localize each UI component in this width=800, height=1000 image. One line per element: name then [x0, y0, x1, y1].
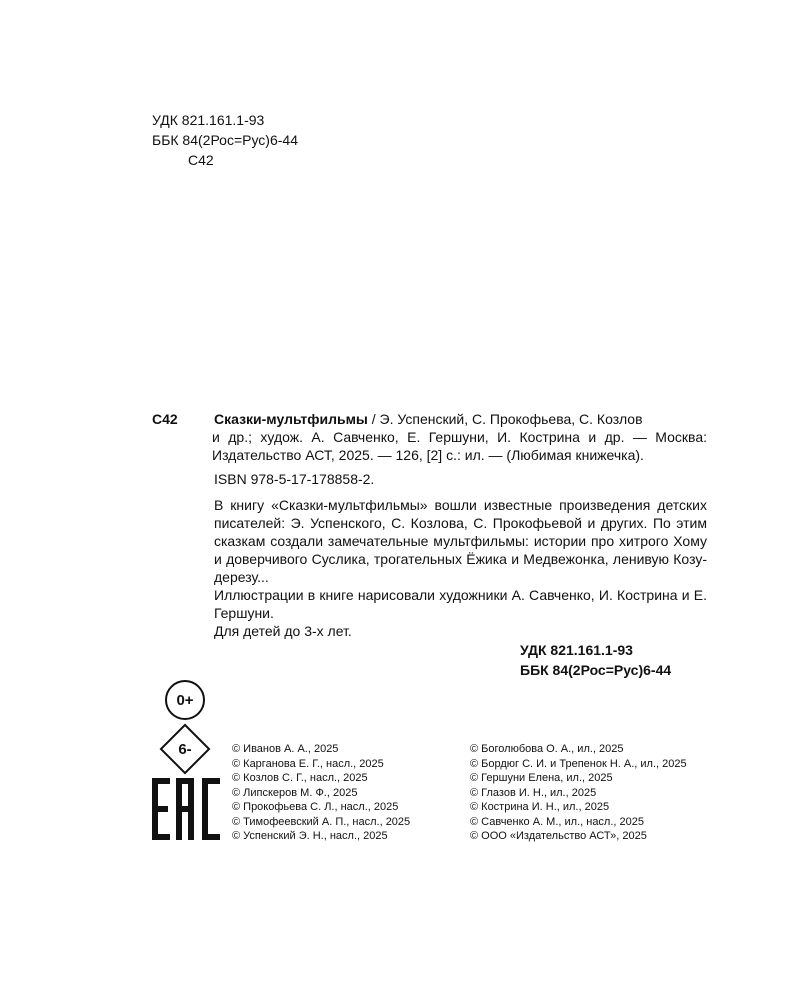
bottom-bbk-code: ББК 84(2Рос=Рус)6-44 — [520, 662, 672, 678]
responsibility-rest: и др.; худож. А. Савченко, Е. Гершуни, И. Кострина и др. — Москва: Издательство АСТ, 2025. — 126, [2] с.: ил. — (Любимая книжечка). — [212, 429, 707, 463]
catalog-card — [152, 410, 707, 640]
bbk-code: ББК 84(2Рос=Рус)6-44 — [152, 132, 298, 148]
eac-conformity-icon — [152, 778, 220, 840]
card-author-mark: С42 — [152, 411, 178, 427]
illustrations-note: Иллюстрации в книге нарисовали художники А. Савченко, И. Кострина и Е. Гершуни. — [214, 587, 707, 621]
top-classification-codes — [152, 110, 298, 170]
copyright-line: © Боголюбова О. А., ил., 2025 — [470, 743, 624, 755]
copyright-line: © Прокофьева С. Л., насл., 2025 — [232, 801, 399, 813]
copyrights-left-column — [232, 742, 410, 844]
card-body — [214, 410, 707, 640]
copyright-line: © Козлов С. Г., насл., 2025 — [232, 772, 368, 784]
copyright-line: © Иванов А. А., 2025 — [232, 743, 339, 755]
isbn: ISBN 978-5-17-178858-2. — [214, 471, 375, 487]
udk-code: УДК 821.161.1-93 — [152, 112, 265, 128]
copyright-line: © Савченко А. М., ил., насл., 2025 — [470, 815, 644, 828]
copyright-line: © Бордюг С. И. и Трепенок Н. А., ил., 2025 — [470, 757, 687, 770]
copyright-line: © Успенский Э. Н., насл., 2025 — [232, 830, 388, 842]
bibliographic-description — [214, 410, 707, 428]
copyright-line: © Карганова Е. Г., насл., 2025 — [232, 757, 384, 770]
copyright-line: © Кострина И. Н., ил., 2025 — [470, 801, 610, 813]
copyright-line: © Тимофеевский А. П., насл., 2025 — [232, 815, 411, 828]
copyright-line: © ООО «Издательство АСТ», 2025 — [470, 830, 647, 842]
age-rating-diamond-label: 6- — [178, 740, 192, 758]
book-title: Сказки-мультфильмы — [214, 411, 368, 427]
copyrights-right-column — [470, 742, 687, 844]
copyright-line: © Глазов И. Н., ил., 2025 — [470, 786, 597, 799]
age-note: Для детей до 3-х лет. — [214, 623, 352, 639]
annotation: В книгу «Сказки-мультфильмы» вошли известные произведения детских писателей: Э. Успенского, С. Козлова, С. Прокофьевой и других. По этим сказкам создали замечательные мультфильмы: истории про хитрого Хому и доверчивого Суслика, трогательных Ёжика и Медвежонка, ленивую Козу-дерезу... — [214, 497, 707, 585]
age-rating-circle — [165, 680, 205, 720]
copyright-line: © Гершуни Елена, ил., 2025 — [470, 772, 613, 784]
responsibility-first-line: / Э. Успенский, С. Прокофьева, С. Козлов — [367, 411, 643, 427]
copyright-line: © Липскеров М. Ф., 2025 — [232, 786, 358, 799]
bottom-udk-code: УДК 821.161.1-93 — [520, 642, 633, 658]
author-mark: С42 — [188, 152, 214, 168]
age-rating-diamond — [160, 724, 210, 774]
bottom-classification-codes — [520, 640, 671, 680]
age-rating-circle-label: 0+ — [176, 691, 194, 709]
